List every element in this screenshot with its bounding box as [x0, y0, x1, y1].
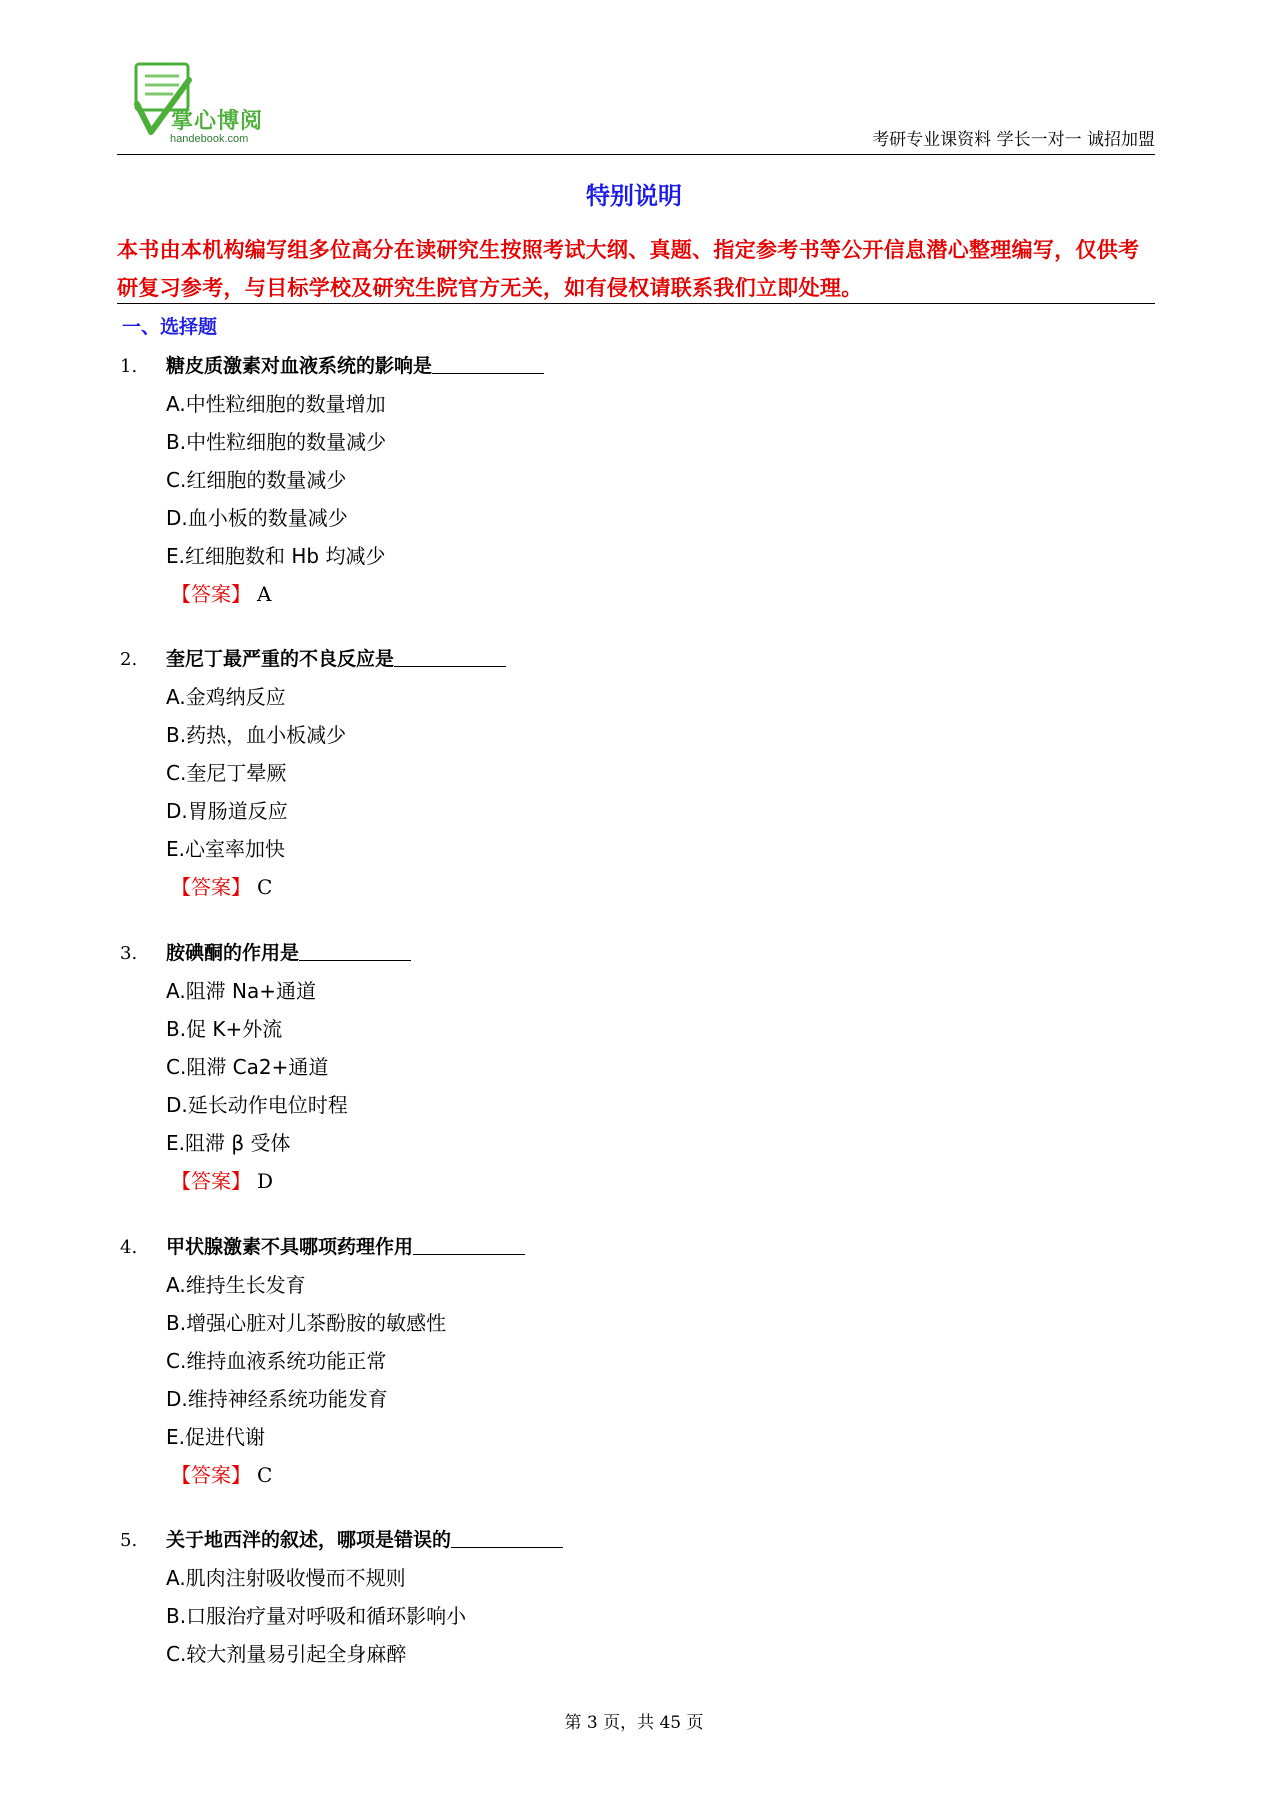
header-divider: [117, 154, 1155, 155]
question-4: [120, 1228, 1160, 1494]
answer-blank: [451, 1525, 563, 1548]
page-footer: 第 3 页，共 45 页: [564, 1713, 704, 1733]
option-d: D.维持神经系统功能发育: [166, 1387, 388, 1411]
question-number: 5.: [120, 1530, 138, 1551]
answer-line: [171, 868, 1160, 906]
option-a: A.维持生长发育: [166, 1273, 306, 1297]
option-a: A.金鸡纳反应: [166, 685, 286, 709]
option-a: A.中性粒细胞的数量增加: [166, 392, 386, 416]
option-d: D.胃肠道反应: [166, 799, 288, 823]
answer-value: D: [257, 1169, 274, 1193]
answer-value: A: [257, 582, 272, 606]
option-b: B.促 K+外流: [166, 1017, 283, 1041]
section-title: 一、选择题: [122, 316, 218, 338]
option-b: B.药热，血小板减少: [166, 723, 347, 747]
option-c: C.奎尼丁晕厥: [166, 761, 287, 785]
answer-line: [171, 1162, 1160, 1200]
question-number: 4.: [120, 1237, 138, 1258]
question-header: [120, 934, 1160, 972]
answer-label: 【答案】: [171, 582, 251, 606]
answer-label: 【答案】: [171, 1169, 251, 1193]
question-5: [120, 1521, 1160, 1673]
option-c: C.维持血液系统功能正常: [166, 1349, 387, 1373]
option-c: C.阻滞 Ca2+通道: [166, 1055, 329, 1079]
answer-value: C: [257, 1463, 273, 1487]
answer-blank: [413, 1232, 525, 1255]
brand-logo: [133, 60, 283, 146]
notice-body: 本书由本机构编写组多位高分在读研究生按照考试大纲、真题、指定参考书等公开信息潜心整理编写，仅供考研复习参考，与目标学校及研究生院官方无关，如有侵权请联系我们立即处理。: [117, 238, 1140, 300]
option-a: A.肌肉注射吸收慢而不规则: [166, 1566, 406, 1590]
option-e: E.促进代谢: [166, 1425, 265, 1449]
notice-divider: [117, 303, 1155, 304]
notice-title: 特别说明: [586, 182, 682, 210]
question-header: [120, 1228, 1160, 1266]
answer-blank: [432, 351, 544, 374]
logo-text-cn: 掌心博阅: [171, 109, 264, 134]
answer-line: [171, 1456, 1160, 1494]
option-b: B.中性粒细胞的数量减少: [166, 430, 387, 454]
answer-label: 【答案】: [171, 875, 251, 899]
answer-line: [171, 575, 1160, 613]
option-a: A.阻滞 Na+通道: [166, 979, 317, 1003]
header-tagline: 考研专业课资料 学长一对一 诚招加盟: [872, 130, 1155, 150]
option-d: D.血小板的数量减少: [166, 506, 348, 530]
question-2: [120, 640, 1160, 906]
question-header: [120, 640, 1160, 678]
question-text: 糖皮质激素对血液系统的影响是: [166, 355, 433, 377]
question-text: 关于地西泮的叙述，哪项是错误的: [166, 1529, 452, 1551]
answer-blank: [299, 938, 411, 961]
option-e: E.心室率加快: [166, 837, 285, 861]
option-b: B.口服治疗量对呼吸和循环影响小: [166, 1604, 467, 1628]
option-e: E.红细胞数和 Hb 均减少: [166, 544, 386, 568]
question-text: 奎尼丁最严重的不良反应是: [166, 648, 395, 670]
question-number: 3.: [120, 943, 138, 964]
question-text: 胺碘酮的作用是: [166, 942, 300, 964]
question-1: [120, 347, 1160, 613]
answer-blank: [394, 644, 506, 667]
option-c: C.红细胞的数量减少: [166, 468, 347, 492]
question-header: [120, 347, 1160, 385]
option-c: C.较大剂量易引起全身麻醉: [166, 1642, 407, 1666]
question-header: [120, 1521, 1160, 1559]
option-b: B.增强心脏对儿茶酚胺的敏感性: [166, 1311, 447, 1335]
question-number: 2.: [120, 649, 138, 670]
answer-label: 【答案】: [171, 1463, 251, 1487]
question-number: 1.: [120, 356, 138, 377]
question-text: 甲状腺激素不具哪项药理作用: [166, 1236, 414, 1258]
option-e: E.阻滞 β 受体: [166, 1131, 291, 1155]
answer-value: C: [257, 875, 273, 899]
option-d: D.延长动作电位时程: [166, 1093, 348, 1117]
logo-text-en: handebook.com: [170, 133, 249, 145]
question-3: [120, 934, 1160, 1200]
